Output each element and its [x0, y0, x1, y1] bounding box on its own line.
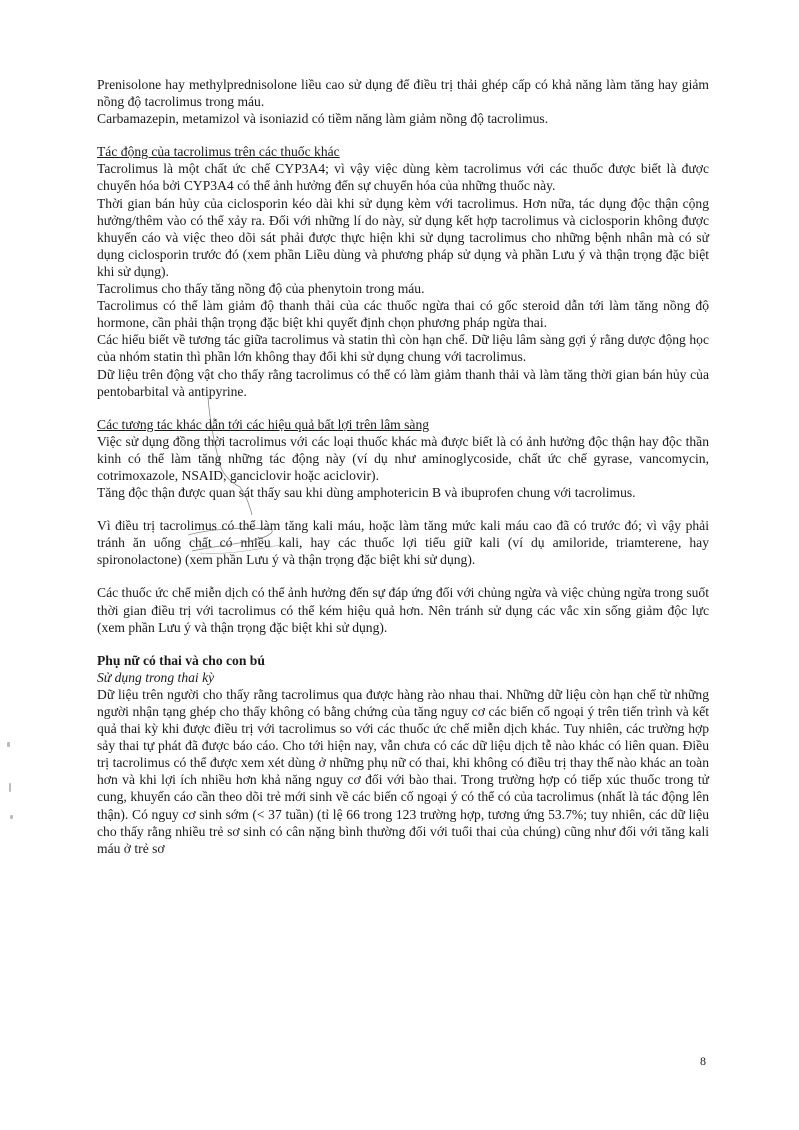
- section-heading-pregnancy: Phụ nữ có thai và cho con bú: [97, 652, 265, 668]
- page-number: 8: [700, 1054, 706, 1068]
- scan-artifact: [9, 783, 11, 792]
- paragraph-vaccine: Các thuốc ức chế miễn dịch có thể ảnh hưởng đến sự đáp ứng đối với chủng ngừa và việc chủng ngừa trong suốt thời gian điều trị với tacrolimus có thể kém hiệu quả hơn. Nên tránh sử dụng các vắc xin sống giảm độc lực (xem phần Lưu ý và thận trọng đặc biệt khi sử dụng).: [97, 585, 709, 635]
- paragraph-nephrotoxic: Việc sử dụng đồng thời tacrolimus với các loại thuốc khác mà được biết là có ảnh hưởng độc thận hay độc thần kinh có thể làm tăng những tác động này (ví dụ như aminoglycoside, chất ức chế gyrase, vancomycin, cotrimoxazole, NSAID, ganciclovir hoặc aciclovir).: [97, 433, 709, 483]
- paragraph-animal-data: Dữ liệu trên động vật cho thấy rằng tacrolimus có thể có làm giảm thanh thải và làm tăng thời gian bán hủy của pentobarbital và antipyrine.: [97, 366, 709, 399]
- section-heading-effects-on-other-drugs: Tác động của tacrolimus trên các thuốc khác: [97, 144, 340, 160]
- paragraph-pregnancy: Dữ liệu trên người cho thấy rằng tacrolimus qua được hàng rào nhau thai. Những dữ liệu còn hạn chế từ những người nhận tạng ghép cho thấy không có bằng chứng của tăng nguy cơ các biến cố ngoại ý trên tiến trình và kết quả thai kỳ khi được điều trị với tacrolimus so với các thuốc ức chế miễn dịch khác. Tuy nhiên, các trường hợp sảy thai tự phát đã được báo cáo. Cho tới hiện nay, vẫn chưa có các dữ liệu dịch tễ nào khác có liên quan. Điều trị tacrolimus có thể được xem xét dùng ở những phụ nữ có thai, khi không có điều trị thay thế nào khác an toàn hơn và khi lợi ích nhiều hơn khả năng nguy cơ đối với bào thai. Trong trường hợp có tiếp xúc thuốc trong tử cung, khuyến cáo cần theo dõi trẻ mới sinh về các biến cố ngoại ý có thể có của tacrolimus (nhất là tác động lên thận). Có nguy cơ sinh sớm (< 37 tuần) (tỉ lệ 66 trong 123 trường hợp, tương ứng 53.7%; tuy nhiên, các dữ liệu cho thấy rằng nhiều trẻ sơ sinh có cân nặng bình thường đối với tuổi thai của chúng) cũng như đối với tăng kali máu ở trẻ sơ: [97, 686, 709, 856]
- section-heading-other-interactions: Các tương tác khác dẫn tới các hiệu quả bất lợi trên lâm sàng: [97, 416, 430, 432]
- subheading-pregnancy-use: Sử dụng trong thai kỳ: [97, 669, 215, 685]
- scan-artifact: [7, 742, 10, 747]
- document-page: [97, 76, 709, 857]
- paragraph-phenytoin: Tacrolimus cho thấy tăng nồng độ của phenytoin trong máu.: [97, 281, 425, 297]
- paragraph-contraceptives: Tacrolimus có thể làm giảm độ thanh thải của các thuốc ngừa thai có gốc steroid dẫn tới làm tăng nồng độ hormone, cần phải thận trọng đặc biệt khi quyết định chọn phương pháp ngừa thai.: [97, 298, 709, 331]
- paragraph-statin: Các hiểu biết về tương tác giữa tacrolimus và statin thì còn hạn chế. Dữ liệu lâm sàng gợi ý rằng dược động học của nhóm statin thì phần lớn không thay đổi khi sử dụng chung với tacrolimus.: [97, 332, 709, 365]
- paragraph-cyp3a4: Tacrolimus là một chất ức chế CYP3A4; vì vậy việc dùng kèm tacrolimus với các thuốc được biết là được chuyển hóa bởi CYP3A4 có thể ảnh hưởng đến sự chuyển hóa của những thuốc này.: [97, 161, 709, 194]
- paragraph-prednisolone: Prenisolone hay methylprednisolone liều cao sử dụng để điều trị thải ghép cấp có khả năng làm tăng hay giảm nồng độ tacrolimus trong máu.: [97, 77, 709, 110]
- paragraph-carbamazepin: Carbamazepin, metamizol và isoniazid có tiềm năng làm giảm nồng độ tacrolimus.: [97, 111, 549, 127]
- paragraph-potassium: Vì điều trị tacrolimus có thể làm tăng kali máu, hoặc làm tăng mức kali máu cao đã có trước đó; vì vậy phải tránh ăn uống chất có nhiều kali, hay các thuốc lợi tiểu giữ kali (ví dụ amiloride, triamterene, hay spironolactone) (xem phần Lưu ý và thận trọng đặc biệt khi sử dụng).: [97, 518, 709, 568]
- paragraph-amphotericin: Tăng độc thận được quan sát thấy sau khi dùng amphotericin B và ibuprofen chung với tacrolimus.: [97, 485, 636, 501]
- paragraph-ciclosporin: Thời gian bán hủy của ciclosporin kéo dài khi sử dụng kèm với tacrolimus. Hơn nữa, tác dụng độc thận cộng hưởng/thêm vào có thể xảy ra. Đối với những lí do này, sử dụng kết hợp tacrolimus và ciclosporin không được khuyến cáo và việc theo dõi sát phải được thực hiện khi sử dụng tacrolimus cho những bệnh nhân mà có sử dụng ciclosporin trước đó (xem phần Liều dùng và phương pháp sử dụng và phần Lưu ý và thận trọng đặc biệt khi sử dụng).: [97, 195, 709, 279]
- scan-artifact: [10, 815, 13, 819]
